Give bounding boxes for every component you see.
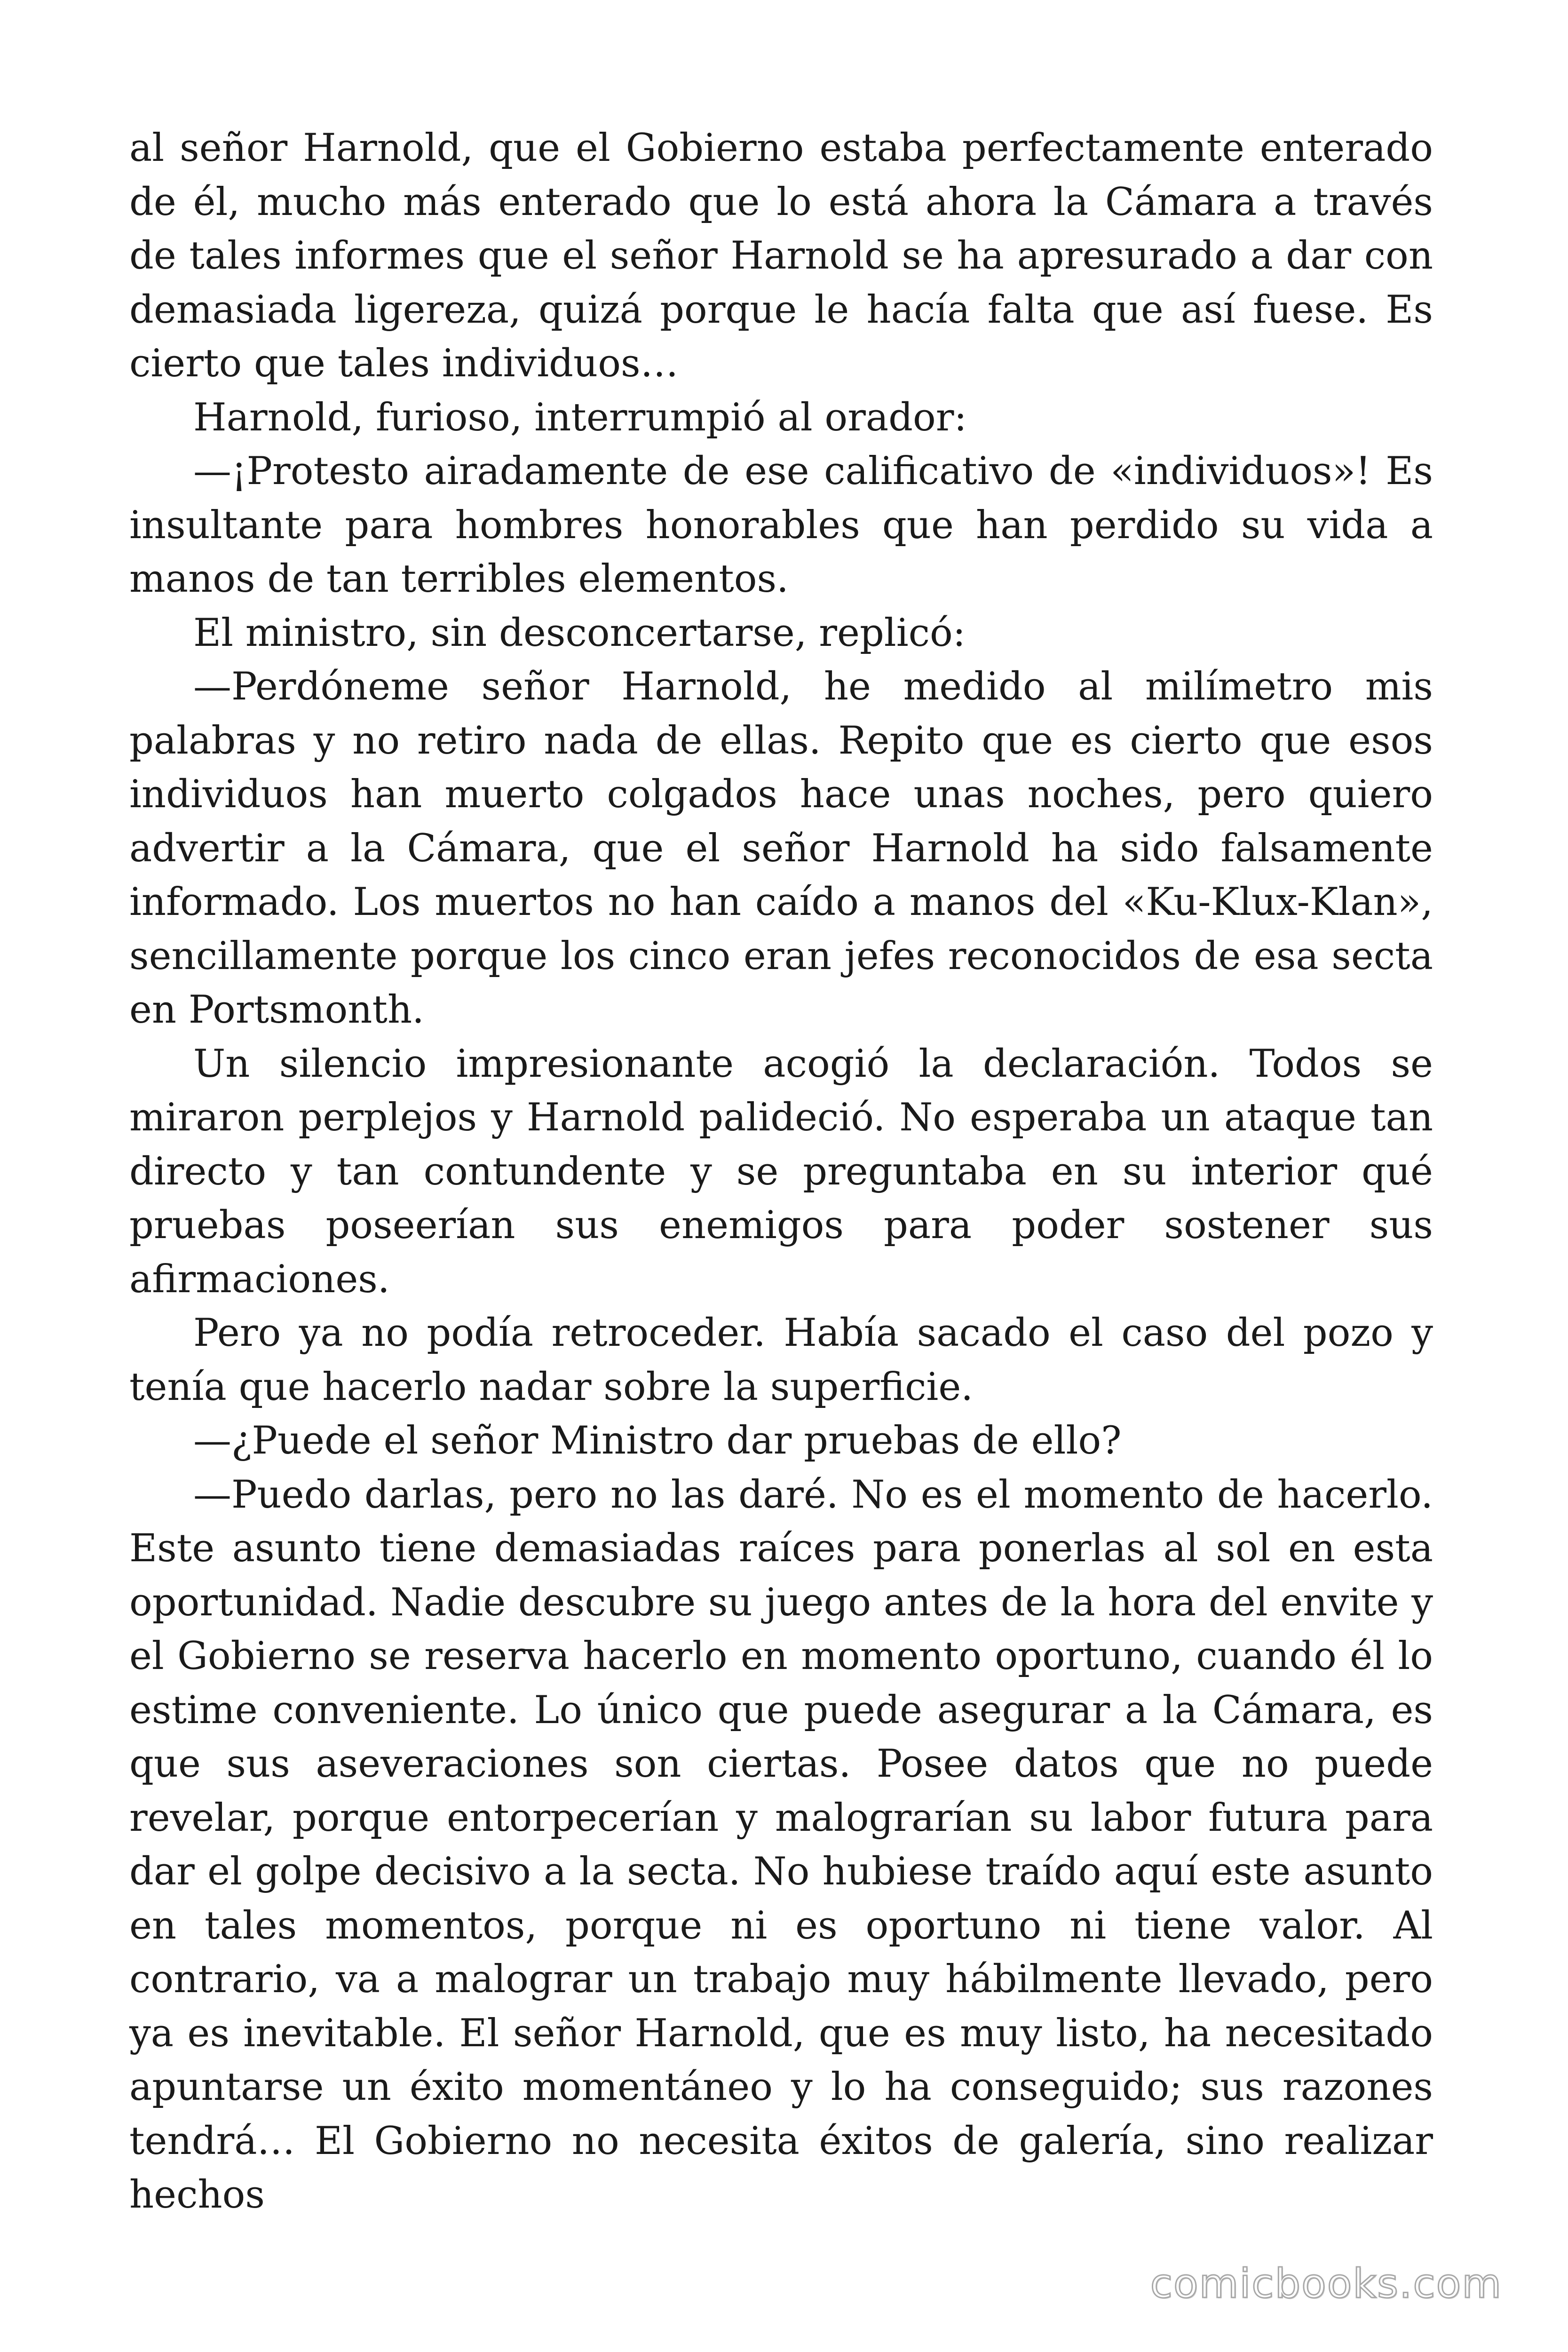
body-text bbox=[129, 121, 1433, 2222]
paragraph: El ministro, sin desconcertarse, replicó: bbox=[193, 611, 966, 655]
paragraph: —¡Protesto airadamente de ese calificativo de «individuos»! Es insultante para hombres honorables que han perdido su vida a manos de tan terribles elementos. bbox=[129, 449, 1433, 601]
paragraph: Harnold, furioso, interrumpió al orador: bbox=[193, 395, 967, 440]
site-watermark: comicbooks.com bbox=[1150, 2260, 1502, 2307]
paragraph: —Perdóneme señor Harnold, he medido al milímetro mis palabras y no retiro nada de ellas. Repito que es cierto que esos individuos han muerto colgados hace unas noches, pero quiero advertir a la Cámara, que el señor Harnold ha sido falsamente informado. Los muertos no han caído a manos del «Ku-Klux-Klan», sencillamente porque los cinco eran jefes reconocidos de esa secta en Portsmonth. bbox=[129, 665, 1433, 1032]
paragraph-continued: al señor Harnold, que el Gobierno estaba perfectamente enterado de él, mucho más enterado que lo está ahora la Cámara a través de tales informes que el señor Harnold se ha apresurado a dar con demasiada ligereza, quizá porque le hacía falta que así fuese. Es cierto que tales individuos… bbox=[129, 126, 1433, 386]
paragraph: Pero ya no podía retroceder. Había sacado el caso del pozo y tenía que hacerlo nadar sobre la superficie. bbox=[129, 1311, 1433, 1409]
paragraph: Un silencio impresionante acogió la declaración. Todos se miraron perplejos y Harnold palideció. No esperaba un ataque tan directo y tan contundente y se preguntaba en su interior qué pruebas poseerían sus enemigos para poder sostener sus afirmaciones. bbox=[129, 1041, 1433, 1302]
paragraph: —¿Puede el señor Ministro dar pruebas de ello? bbox=[193, 1419, 1122, 1463]
paragraph-continues: —Puedo darlas, pero no las daré. No es el momento de hacerlo. Este asunto tiene demasiadas raíces para ponerlas al sol en esta oportunidad. Nadie descubre su juego antes de la hora del envite y el Gobierno se reserva hacerlo en momento oportuno, cuando él lo estime conveniente. Lo único que puede asegurar a la Cámara, es que sus aseveraciones son ciertas. Posee datos que no puede revelar, porque entorpecerían y malograrían su labor futura para dar el golpe decisivo a la secta. No hubiese traído aquí este asunto en tales momentos, porque ni es oportuno ni tiene valor. Al contrario, va a malograr un trabajo muy hábilmente llevado, pero ya es inevitable. El señor Harnold, que es muy listo, ha necesitado apuntarse un éxito momentáneo y lo ha conseguido; sus razones tendrá… El Gobierno no necesita éxitos de galería, sino realizar hechos bbox=[129, 1472, 1433, 2217]
